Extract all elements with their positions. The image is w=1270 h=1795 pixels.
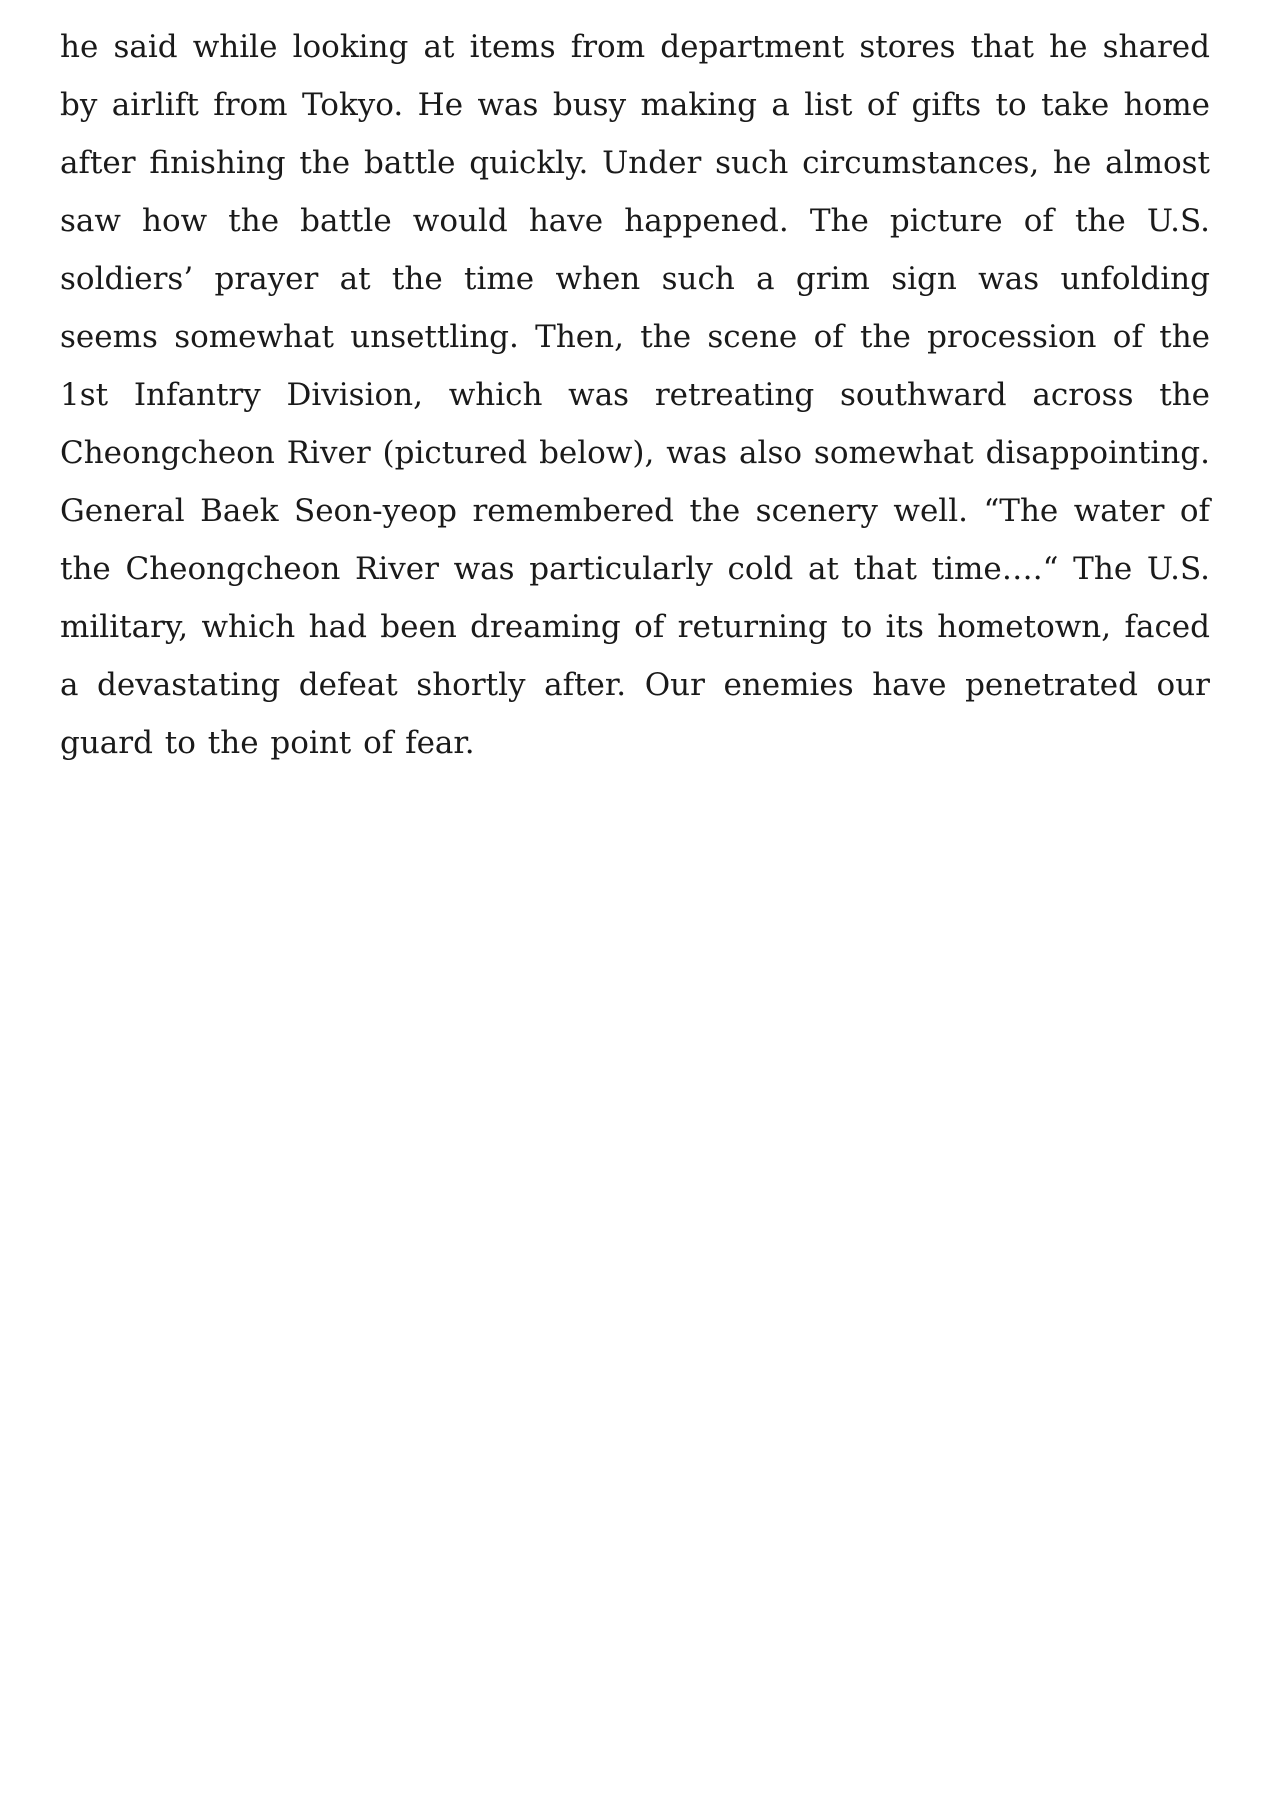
body-paragraph: he said while looking at items from department stores that he shared by airlift from Tokyo. He was busy making a list of gifts to take home after finishing the battle quickly. Under such circumstances, he almost saw how the battle would have happened. The picture of the U.S. soldiers’ prayer at the time when such a grim sign was unfolding seems somewhat unsettling. Then, the scene of the procession of the 1st Infantry Division, which was retreating southward across the Cheongcheon River (pictured below), was also somewhat disappointing. General Baek Seon-yeop remembered the scenery well. “The water of the Cheongcheon River was particularly cold at that time….“ The U.S. military, which had been dreaming of returning to its hometown, faced a devastating defeat shortly after. Our enemies have penetrated our guard to the point of fear. [60, 29, 1210, 761]
